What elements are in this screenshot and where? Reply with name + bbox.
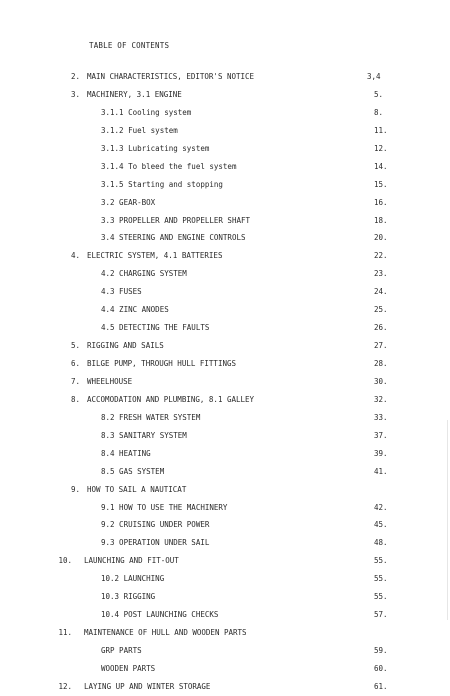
- toc-entry-number: 3.: [70, 89, 80, 99]
- toc-entry-number: 4.: [70, 251, 80, 261]
- toc-entry: [0, 355, 450, 373]
- toc-entry-title: 3.1.3 Lubricating system: [101, 143, 210, 153]
- toc-entry-title: 4.3 FUSES: [101, 287, 142, 297]
- toc-entry-page: 33.: [374, 412, 388, 422]
- toc-entry: [0, 606, 450, 624]
- toc-entry-page: 24.: [374, 287, 388, 297]
- toc-entry: [0, 642, 450, 660]
- toc-entry-page: 25.: [374, 305, 388, 315]
- toc-entry-title: 3.1.4 To bleed the fuel system: [101, 161, 237, 171]
- toc-entry-page: 32.: [374, 394, 388, 404]
- toc-entry-title: MAINTENANCE OF HULL AND WOODEN PARTS: [84, 628, 247, 638]
- toc-entry-page: 39.: [374, 448, 388, 458]
- toc-entry: [0, 337, 450, 355]
- toc-entry: [0, 552, 450, 570]
- toc-entry-title: HOW TO SAIL A NAUTICAT: [87, 484, 187, 494]
- toc-entry: [0, 427, 450, 445]
- toc-entry-title: WOODEN PARTS: [101, 663, 156, 673]
- toc-entry-title: 9.2 CRUISING UNDER POWER: [101, 520, 210, 530]
- toc-entry: [0, 104, 450, 122]
- toc-entry-page: 61.: [374, 681, 388, 691]
- page-title: TABLE OF CONTENTS: [89, 41, 170, 50]
- toc-entry: [0, 463, 450, 481]
- toc-entry: [0, 86, 450, 104]
- toc-entry-page: 26.: [374, 323, 388, 333]
- toc-entry-title: 10.3 RIGGING: [101, 592, 156, 602]
- toc-entry: [0, 301, 450, 319]
- toc-entry-page: 42.: [374, 502, 388, 512]
- toc-entry: [0, 140, 450, 158]
- toc-entry: [0, 409, 450, 427]
- toc-entry-page: 45.: [374, 520, 388, 530]
- toc-entry-title: 3.3 PROPELLER AND PROPELLER SHAFT: [101, 215, 251, 225]
- toc-entry-page: 57.: [374, 610, 388, 620]
- toc-entry-number: 5.: [70, 341, 80, 351]
- toc-entry-page: 18.: [374, 215, 388, 225]
- toc-entry-page: 15.: [374, 179, 388, 189]
- toc-entry-page: 41.: [374, 466, 388, 476]
- toc-entry: [0, 265, 450, 283]
- toc-entry: [0, 481, 450, 499]
- table-of-contents: [0, 68, 450, 696]
- toc-entry-page: 55.: [374, 592, 388, 602]
- toc-entry-title: 8.3 SANITARY SYSTEM: [101, 430, 187, 440]
- toc-entry: [0, 194, 450, 212]
- toc-entry: [0, 373, 450, 391]
- toc-entry-number: 8.: [70, 394, 80, 404]
- toc-entry-title: 4.5 DETECTING THE FAULTS: [101, 323, 210, 333]
- toc-entry: [0, 678, 450, 696]
- toc-entry: [0, 588, 450, 606]
- toc-entry-title: 10.2 LAUNCHING: [101, 574, 165, 584]
- toc-entry: [0, 391, 450, 409]
- toc-entry: [0, 660, 450, 678]
- toc-entry-title: 3.1.2 Fuel system: [101, 125, 178, 135]
- toc-entry: [0, 176, 450, 194]
- toc-entry-title: 8.2 FRESH WATER SYSTEM: [101, 412, 201, 422]
- toc-entry-page: 20.: [374, 233, 388, 243]
- toc-entry-number: 9.: [70, 484, 80, 494]
- toc-entry-title: WHEELHOUSE: [87, 376, 133, 386]
- toc-entry-page: 11.: [374, 125, 388, 135]
- toc-entry-page: 22.: [374, 251, 388, 261]
- toc-entry-title: LAUNCHING AND FIT-OUT: [84, 556, 179, 566]
- toc-entry: [0, 534, 450, 552]
- toc-entry-page: 12.: [374, 143, 388, 153]
- toc-entry-title: MACHINERY, 3.1 ENGINE: [87, 89, 182, 99]
- toc-entry-number: 7.: [70, 376, 80, 386]
- toc-entry: [0, 229, 450, 247]
- toc-entry-title: ELECTRIC SYSTEM, 4.1 BATTERIES: [87, 251, 223, 261]
- toc-entry-number: 2.: [70, 72, 80, 81]
- toc-entry-page: 55.: [374, 574, 388, 584]
- toc-entry-page: 37.: [374, 430, 388, 440]
- toc-entry-page: 23.: [374, 269, 388, 279]
- toc-entry-title: 3.1.5 Starting and stopping: [101, 179, 223, 189]
- toc-entry-page: 60.: [374, 663, 388, 673]
- toc-entry: [0, 319, 450, 337]
- toc-entry-title: BILGE PUMP, THROUGH HULL FITTINGS: [87, 359, 237, 368]
- toc-entry-title: 9.3 OPERATION UNDER SAIL: [101, 538, 210, 548]
- toc-entry: [0, 516, 450, 534]
- toc-entry-page: 5.: [374, 89, 384, 99]
- toc-entry-title: ACCOMODATION AND PLUMBING, 8.1 GALLEY: [87, 394, 255, 404]
- toc-entry: [0, 570, 450, 588]
- toc-entry-title: RIGGING AND SAILS: [87, 341, 164, 351]
- toc-entry-title: 3.2 GEAR-BOX: [101, 197, 156, 207]
- toc-entry-page: 27.: [374, 341, 388, 351]
- toc-entry: [0, 283, 450, 301]
- toc-entry-page: 14.: [374, 161, 388, 171]
- toc-entry-title: LAYING UP AND WINTER STORAGE: [84, 681, 211, 691]
- toc-entry-title: 4.4 ZINC ANODES: [101, 305, 169, 315]
- toc-entry-number: 12.: [58, 681, 72, 691]
- toc-entry-page: 30.: [374, 376, 388, 386]
- toc-entry-title: 8.5 GAS SYSTEM: [101, 466, 165, 476]
- toc-entry-title: GRP PARTS: [101, 646, 142, 655]
- toc-entry-page: 8.: [374, 107, 384, 117]
- toc-entry: [0, 247, 450, 265]
- toc-entry: [0, 212, 450, 230]
- toc-entry-title: MAIN CHARACTERISTICS, EDITOR'S NOTICE: [87, 72, 255, 81]
- toc-entry: [0, 122, 450, 140]
- toc-entry: [0, 68, 450, 86]
- toc-entry-page: 28.: [374, 359, 388, 368]
- toc-entry-page: 16.: [374, 197, 388, 207]
- toc-entry-title: 4.2 CHARGING SYSTEM: [101, 269, 187, 279]
- toc-entry: [0, 445, 450, 463]
- toc-entry-title: 3.1.1 Cooling system: [101, 107, 192, 117]
- toc-entry: [0, 624, 450, 642]
- toc-entry-page: 55.: [374, 556, 388, 566]
- toc-entry-number: 10.: [58, 556, 72, 566]
- scan-edge-mark: [447, 420, 448, 620]
- toc-entry-page: 3,4: [367, 72, 381, 81]
- toc-entry-title: 10.4 POST LAUNCHING CHECKS: [101, 610, 219, 620]
- toc-entry-page: 48.: [374, 538, 388, 548]
- toc-entry-number: 11.: [58, 628, 72, 638]
- toc-entry: [0, 158, 450, 176]
- toc-entry-page: 59.: [374, 646, 388, 655]
- toc-entry-number: 6.: [70, 359, 80, 368]
- toc-entry-title: 9.1 HOW TO USE THE MACHINERY: [101, 502, 228, 512]
- toc-entry-title: 3.4 STEERING AND ENGINE CONTROLS: [101, 233, 246, 243]
- toc-entry: [0, 499, 450, 517]
- toc-entry-title: 8.4 HEATING: [101, 448, 151, 458]
